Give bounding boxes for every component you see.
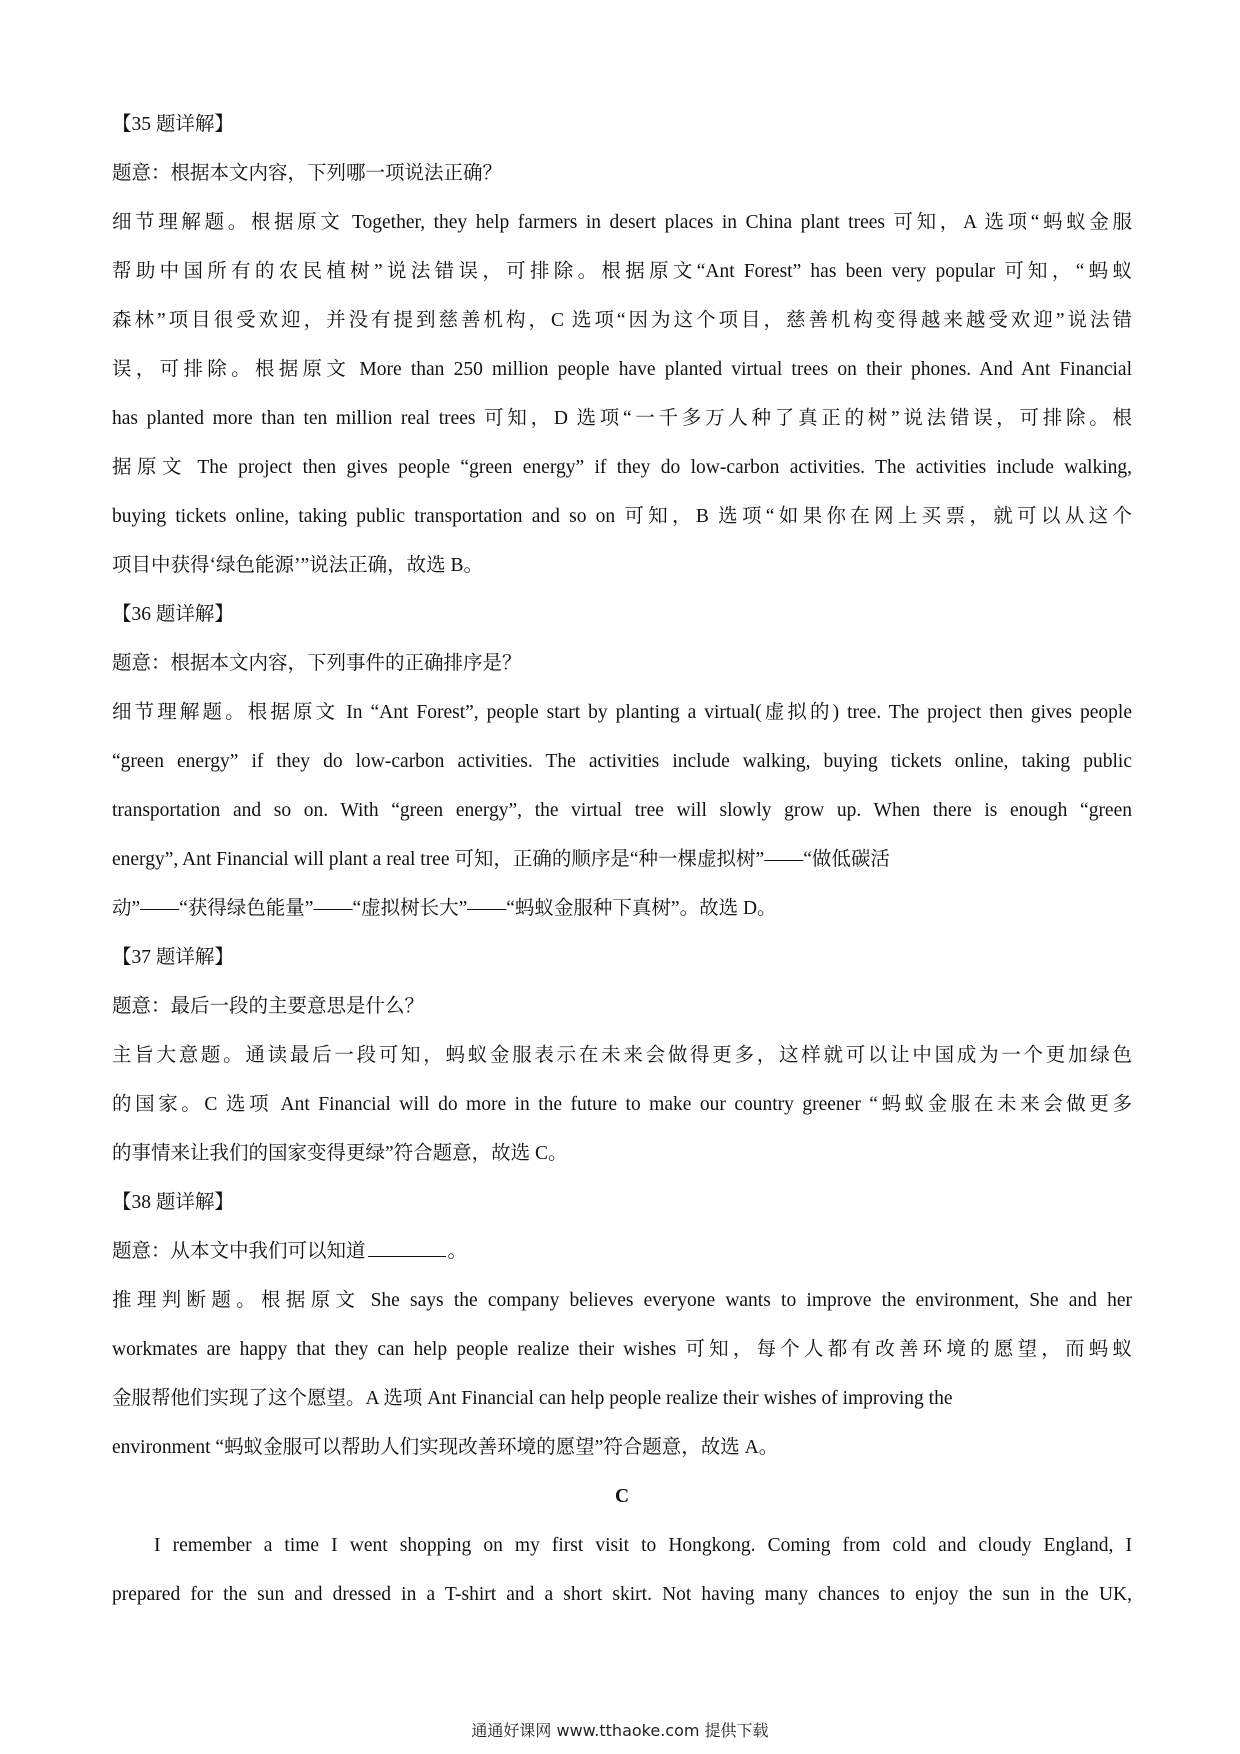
- answer-blank: [368, 1238, 446, 1257]
- question-prefix: 题意：从本文中我们可以知道: [112, 1241, 366, 1262]
- question-suffix: 。: [447, 1241, 468, 1262]
- section-37: [112, 933, 1132, 1178]
- explanation-line: 的国家。C 选项 Ant Financial will do more in the future to make our country greener “蚂蚁金服在未来会做更多: [112, 1094, 1132, 1115]
- passage-title: C: [614, 1486, 630, 1507]
- question-intent: [112, 1227, 1132, 1276]
- explanation-line: 推理判断题。根据原文 She says the company believes everyone wants to improve the environment, She and her: [112, 1290, 1132, 1311]
- explanation-line: workmates are happy that they can help people realize their wishes 可知，每个人都有改善环境的愿望，而蚂蚁: [112, 1339, 1132, 1360]
- explanation-line: buying tickets online, taking public transportation and so on 可知，B 选项“如果你在网上买票，就可以从这个: [112, 506, 1132, 527]
- explanation-line: 帮助中国所有的农民植树”说法错误，可排除。根据原文“Ant Forest” has been very popular 可知，“蚂蚁: [112, 261, 1132, 282]
- explanation-line: “green energy” if they do low-carbon activities. The activities include walking, buying tickets online, taking public: [112, 751, 1132, 772]
- section-heading: 【37 题详解】: [112, 947, 234, 968]
- explanation-line: 金服帮他们实现了这个愿望。A 选项 Ant Financial can help people realize their wishes of improving the: [112, 1388, 953, 1409]
- explanation-line: 据原文 The project then gives people “green energy” if they do low-carbon activities. The activities include walking,: [112, 457, 1132, 478]
- explanation-line: 森林”项目很受欢迎，并没有提到慈善机构，C 选项“因为这个项目，慈善机构变得越来越受欢迎”说法错: [112, 310, 1132, 331]
- question-intent: 题意：最后一段的主要意思是什么？: [112, 996, 425, 1017]
- question-intent: 题意：根据本文内容，下列事件的正确排序是？: [112, 653, 522, 674]
- explanation-line: transportation and so on. With “green energy”, the virtual tree will slowly grow up. When there is enough “green: [112, 800, 1132, 821]
- explanation-line: 的事情来让我们的国家变得更绿”符合题意，故选 C。: [112, 1143, 568, 1164]
- section-heading: 【35 题详解】: [112, 114, 234, 135]
- passage-line: I remember a time I went shopping on my first visit to Hongkong. Coming from cold and cloudy England, I: [154, 1535, 1132, 1556]
- explanation-line: 细节理解题。根据原文 In “Ant Forest”, people start by planting a virtual(虚拟的) tree. The project then gives people: [112, 702, 1132, 723]
- section-38: [112, 1178, 1132, 1472]
- explanation-line: energy”, Ant Financial will plant a real tree 可知，正确的顺序是“种一棵虚拟树”——“做低碳活: [112, 849, 890, 870]
- explanation-line: has planted more than ten million real trees 可知，D 选项“一千多万人种了真正的树”说法错误，可排除。根: [112, 408, 1132, 429]
- section-36: [112, 590, 1132, 933]
- page-footer: 通通好课网 www.tthaoke.com 提供下载: [471, 1721, 769, 1740]
- passage-c: [112, 1472, 1132, 1619]
- section-heading: 【36 题详解】: [112, 604, 234, 625]
- passage-line: prepared for the sun and dressed in a T-shirt and a short skirt. Not having many chances to enjoy the sun in the UK,: [112, 1584, 1132, 1605]
- explanation-line: 动”——“获得绿色能量”——“虚拟树长大”——“蚂蚁金服种下真树”。故选 D。: [112, 898, 777, 919]
- explanation-line: environment “蚂蚁金服可以帮助人们实现改善环境的愿望”符合题意，故选 A。: [112, 1437, 779, 1458]
- explanation-line: 误，可排除。根据原文 More than 250 million people have planted virtual trees on their phones. And Ant Financial: [112, 359, 1132, 380]
- explanation-line: 主旨大意题。通读最后一段可知，蚂蚁金服表示在未来会做得更多，这样就可以让中国成为一个更加绿色: [112, 1045, 1132, 1066]
- explanation-line: 细节理解题。根据原文 Together, they help farmers in desert places in China plant trees 可知，A 选项“蚂蚁金服: [112, 212, 1132, 233]
- explanation-line: 项目中获得‘绿色能源’”说法正确，故选 B。: [112, 555, 484, 576]
- question-intent: 题意：根据本文内容，下列哪一项说法正确？: [112, 163, 503, 184]
- document-page: [112, 100, 1132, 1619]
- section-35: [112, 100, 1132, 590]
- section-heading: 【38 题详解】: [112, 1192, 234, 1213]
